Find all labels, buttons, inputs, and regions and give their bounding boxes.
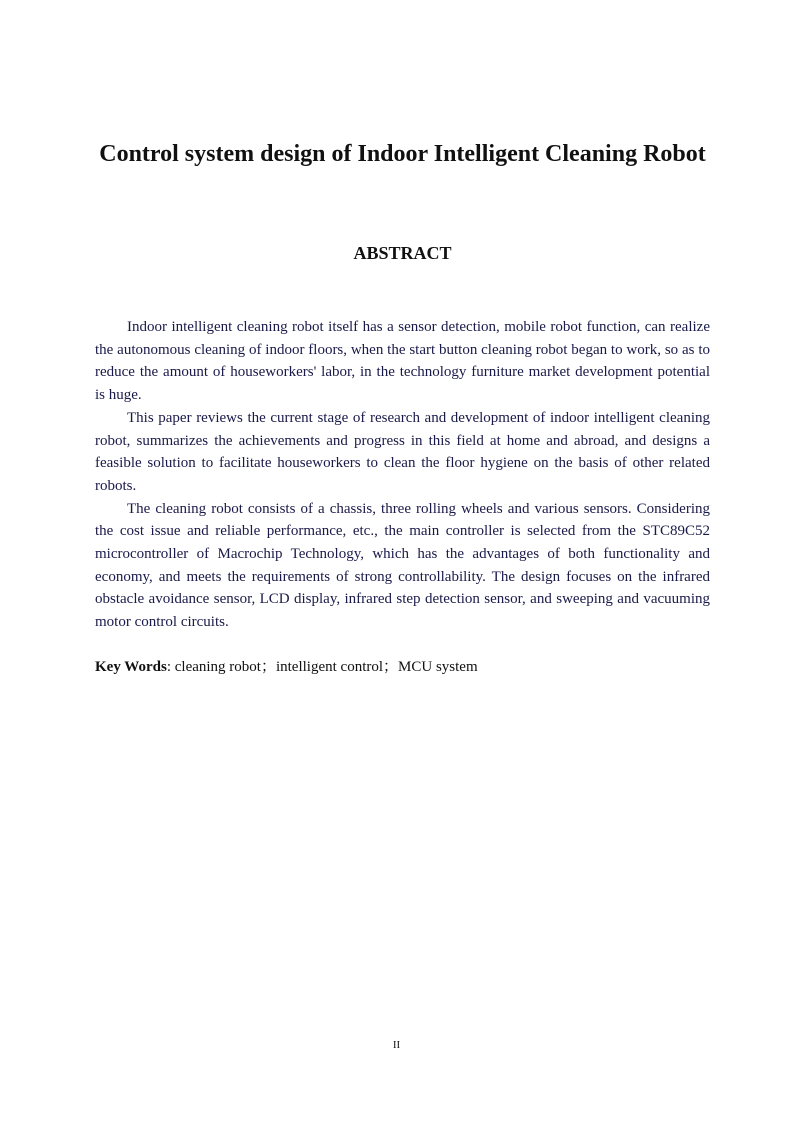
abstract-body xyxy=(95,316,710,634)
abstract-paragraph: Indoor intelligent cleaning robot itself has a sensor detection, mobile robot function, can realize the autonomous cleaning of indoor floors, when the start button cleaning robot began to work, so as to reduce the amount of houseworkers' labor, in the technology furniture market development potential is huge. xyxy=(95,319,710,404)
keywords-line xyxy=(95,656,710,678)
paper-title: Control system design of Indoor Intelligent Cleaning Robot xyxy=(99,141,706,167)
keywords-text: : cleaning robot；intelligent control；MCU system xyxy=(166,659,478,675)
page-number: II xyxy=(392,1039,401,1051)
abstract-heading: ABSTRACT xyxy=(353,243,452,263)
keywords-label: Key Words xyxy=(95,659,167,675)
abstract-paragraph: This paper reviews the current stage of research and development of indoor intelligent cleaning robot, summarizes the achievements and progress in this field at home and abroad, and designs a feasible solution to facilitate houseworkers to clean the floor hygiene on the basis of other related robots. xyxy=(95,409,710,494)
abstract-paragraph: The cleaning robot consists of a chassis, three rolling wheels and various sensors. Considering the cost issue and reliable performance, etc., the main controller is selected from the STC89C52 microcontroller of Macrochip Technology, which has the advantages of both functionality and economy, and meets the requirements of strong controllability. The design focuses on the infrared obstacle avoidance sensor, LCD display, infrared step detection sensor, and sweeping and vacuuming motor control circuits. xyxy=(95,500,710,631)
